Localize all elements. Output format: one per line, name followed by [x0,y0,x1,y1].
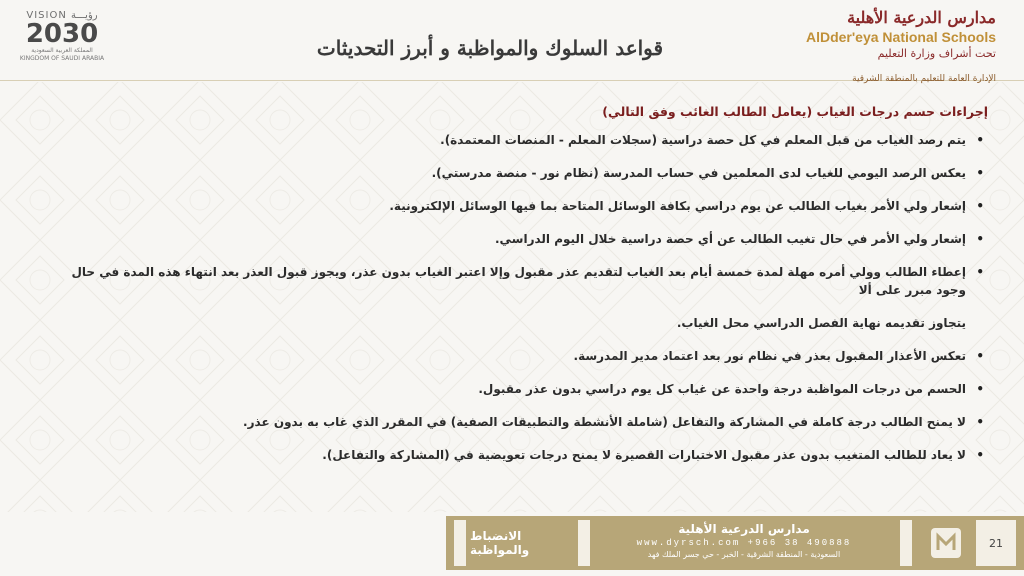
page-number: 21 [976,520,1016,566]
list-item: • لا يعاد للطالب المتغيب بدون عذر مقبول الاختبارات القصيرة لا يمنح درجات تعويضية في (المشاركة والتفاعل). [322,448,984,462]
bullet-icon: • [976,199,984,213]
school-supervision: تحت أشراف وزارة التعليم [877,47,996,60]
bullet-icon: • [976,265,984,279]
vision-year: 2030 [25,19,99,49]
footer-stripe [900,520,912,566]
vision-country-en: KINGDOM OF SAUDI ARABIA [19,55,105,62]
main-content [38,104,988,479]
school-name-en: AlDder'eya National Schools [805,29,996,45]
footer-section-label: الانضباط والمواظبة [470,529,530,557]
list-item: • لا يمنح الطالب درجة كاملة في المشاركة والتفاعل (شاملة الأنشطة والتطبيقات الصفية) في المقرر الذي غاب به بدون عذر. [243,415,984,429]
footer-school-name: مدارس الدرعية الأهلية [678,522,810,536]
school-department: الإدارة العامة للتعليم بالمنطقة الشرقية [852,74,996,84]
footer-school-info [594,520,894,566]
bullet-icon: • [976,133,984,147]
list-item: • تعكس الأعذار المقبول بعذر في نظام نور بعد اعتماد مدير المدرسة. [573,349,984,363]
vision-label: VISION رؤيـــة [26,10,98,21]
rules-list [38,131,988,464]
footer-section-panel [470,520,574,566]
list-item: • يعكس الرصد اليومي للغياب لدى المعلمين في حساب المدرسة (نظام نور - منصة مدرستي). [431,166,984,180]
bullet-icon: • [976,232,984,246]
footer-contact: www.dyrsch.com +966 38 490888 [636,538,852,548]
school-emblem-icon [918,520,974,566]
school-logo [766,8,996,84]
list-item: • إشعار ولي الأمر في حال تغيب الطالب عن أي حصة دراسية خلال اليوم الدراسي. [494,232,984,246]
section-heading: إجراءات حسم درجات الغياب (يعامل الطالب الغائب وفق التالي) [602,104,988,119]
page-title: قواعد السلوك والمواظبة و أبرز التحديثات [316,36,664,60]
vision-country-ar: المملكة العربية السعودية [31,47,93,54]
school-name-ar: مدارس الدرعية الأهلية [847,8,996,27]
bullet-icon: • [976,349,984,363]
footer-address: السعودية - المنطقة الشرقية - الخبر - حي جسر الملك فهد [647,550,841,559]
footer-stripe [454,520,466,566]
bullet-icon: • [976,415,984,429]
list-item-continuation: يتجاوز تقديمه نهاية الفصل الدراسي محل الغياب. [676,316,966,330]
list-item: • يتم رصد الغياب من قبل المعلم في كل حصة دراسية (سجلات المعلم - المنصات المعتمدة). [440,133,984,147]
list-item: • إعطاء الطالب وولي أمره مهلة لمدة خمسة أيام بعد الغياب لتقديم عذر مقبول وإلا اعتبر الغياب بدون عذر، ويجوز قبول العذر بعد انتهاء هذه المدة في حال وجود مبرر على ألا يتجاوز تقديمه نهاية الفصل الدراسي محل الغياب. [38,263,988,332]
footer-bar [446,516,1024,570]
list-item: • إشعار ولي الأمر بغياب الطالب عن يوم دراسي بكافة الوسائل المتاحة بما فيها الوسائل الإلكترونية. [389,199,984,213]
bullet-icon: • [976,382,984,396]
bullet-icon: • [976,166,984,180]
bullet-icon: • [976,448,984,462]
footer-stripe [578,520,590,566]
vision-2030-logo [12,10,112,72]
list-item: • الحسم من درجات المواظبة درجة واحدة عن غياب كل يوم دراسي بدون عذر مقبول. [478,382,984,396]
